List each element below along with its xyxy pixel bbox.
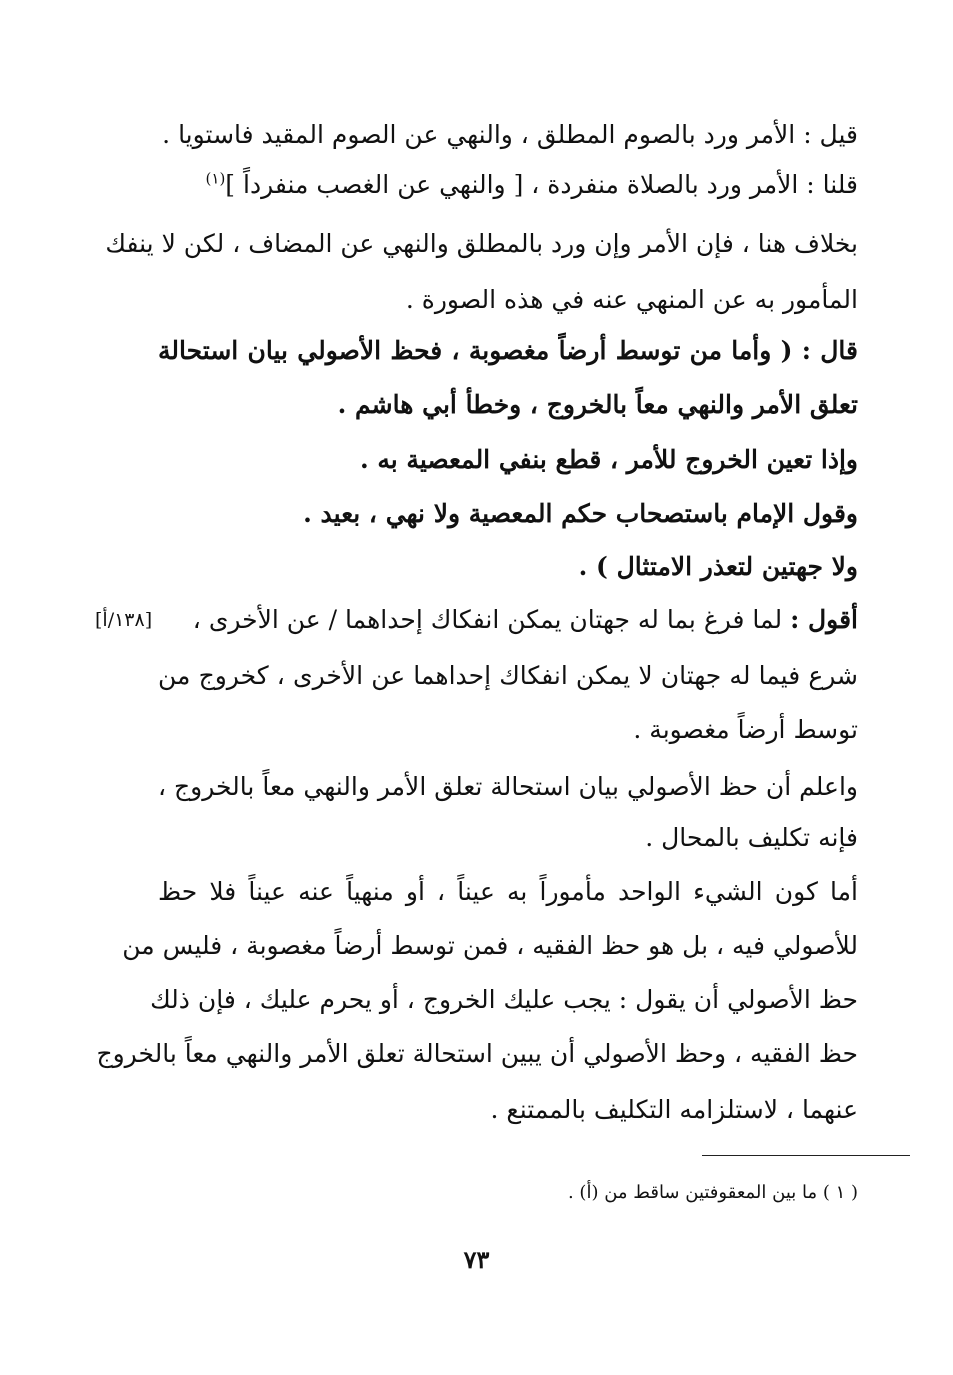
text-line-11: حظ الأصولي أن يقول : يجب عليك الخروج ، أو يحرم عليك ، فإن ذلك (150, 985, 858, 1014)
commentary-line-1-content: لما فرغ بما له جهتان يمكن انفكاك إحداهما / عن الأخرى ، (192, 605, 783, 634)
text-line-2 (206, 165, 858, 205)
text-line-5: شرع فيما له جهتان لا يمكن انفكاك إحداهما عن الأخرى ، كخروج من (158, 661, 858, 690)
text-line-8: فإنه تكليف بالمحال . (645, 823, 858, 852)
text-line-9: أما كون الشيء الواحد مأموراً به عيناً ، أو منهياً عنه عيناً فلا حظ (158, 877, 858, 906)
margin-reference: [١٣٨/أ] (95, 609, 153, 631)
text-line-7: واعلم أن حظ الأصولي بيان استحالة تعلق الأمر والنهي معاً بالخروج ، (158, 772, 858, 801)
text-line-2-content: قلنا : الأمر ورد بالصلاة منفردة ، [ والنهي عن الغصب منفرداً ] (225, 170, 858, 199)
text-line-1: قيل : الأمر ورد بالصوم المطلق ، والنهي عن الصوم المقيد فاستويا . (162, 120, 858, 149)
quoted-text-line-5: ولا جهتين لتعذر الامتثال ) . (578, 552, 858, 581)
commentary-line-1 (192, 600, 858, 640)
text-line-3: بخلاف هنا ، فإن الأمر وإن ورد بالمطلق والنهي عن المضاف ، لكن لا ينفك (105, 229, 858, 258)
commentary-label: أقول : (790, 605, 858, 634)
text-line-4: المأمور به عن المنهي عنه في هذه الصورة . (405, 285, 858, 314)
quoted-text-line-3: وإذا تعين الخروج للأمر ، قطع بنفي المعصية به . (359, 445, 858, 474)
quoted-text-line-1: قال : ( وأما من توسط أرضاً مغصوبة ، فحظ الأصولي بيان استحالة (158, 336, 858, 365)
footnote-divider (702, 1155, 910, 1156)
quoted-text-line-4: وقول الإمام باستصحاب حكم المعصية ولا نهي ، بعيد . (303, 499, 858, 528)
text-line-13: عنهما ، لاستلزامه التكليف بالممتنع . (490, 1095, 858, 1124)
footnote: ( ١ ) ما بين المعقوفتين ساقط من (أ) . (567, 1182, 858, 1203)
text-line-6: توسط أرضاً مغصوبة . (633, 715, 858, 744)
page-number: ٧٣ (463, 1245, 490, 1274)
text-line-10: للأصولي فيه ، بل هو حظ الفقيه ، فمن توسط أرضاً مغصوبة ، فليس من (122, 931, 858, 960)
text-line-12: حظ الفقيه ، وحظ الأصولي أن يبين استحالة تعلق الأمر والنهي معاً بالخروج (96, 1039, 858, 1068)
quoted-text-line-2: تعلق الأمر والنهي معاً بالخروج ، وخطأ أبي هاشم . (337, 390, 858, 419)
footnote-marker: (١) (205, 169, 226, 188)
